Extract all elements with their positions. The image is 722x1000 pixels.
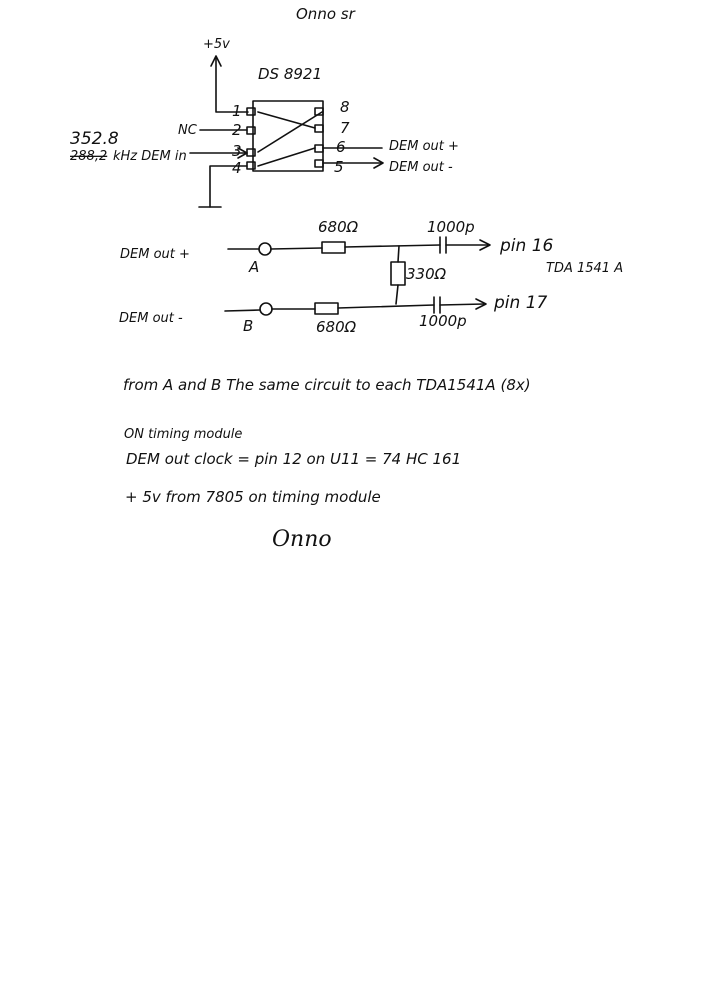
bottom-rail-in bbox=[225, 310, 260, 311]
capacitor-bottom-label: 1000p bbox=[419, 312, 467, 330]
filter-in-minus-label: DEM out - bbox=[119, 311, 183, 326]
node-a-circle bbox=[259, 243, 271, 255]
capacitor-bottom bbox=[434, 297, 440, 313]
resistor-top-label: 680Ω bbox=[318, 218, 359, 236]
pin-3-number: 3 bbox=[232, 142, 242, 160]
node-b-label: B bbox=[243, 317, 254, 335]
out-minus-label: DEM out - bbox=[389, 160, 453, 175]
chip-name: DS 8921 bbox=[258, 65, 323, 83]
pin-5-number: 5 bbox=[334, 158, 344, 176]
out-plus-label: DEM out + bbox=[389, 139, 459, 154]
filter-in-plus-label: DEM out + bbox=[120, 247, 190, 262]
chip-internal-line-3 bbox=[258, 148, 315, 166]
top-rail-1 bbox=[271, 248, 322, 249]
resistor-bottom bbox=[315, 303, 338, 314]
node-b-circle bbox=[260, 303, 272, 315]
node-a-label: A bbox=[249, 258, 260, 276]
pin-6-stub bbox=[315, 145, 323, 152]
top-rail-2 bbox=[345, 245, 440, 247]
signature: Onno bbox=[272, 527, 332, 552]
capacitor-top bbox=[440, 237, 446, 253]
note-line-2: ON timing module bbox=[124, 427, 243, 442]
bottom-rail-out bbox=[440, 304, 484, 305]
note-line-4: + 5v from 7805 on timing module bbox=[125, 488, 381, 506]
supply-label: +5v bbox=[203, 37, 230, 52]
note-line-1: from A and B The same circuit to each TDA1541A (8x) bbox=[123, 376, 531, 394]
pin-2-number: 2 bbox=[232, 121, 242, 139]
pin-1-number: 1 bbox=[232, 102, 242, 120]
freq-lower-label: 288,2 bbox=[70, 149, 108, 164]
freq-upper-label: 352.8 bbox=[70, 129, 119, 149]
resistor-bottom-label: 680Ω bbox=[316, 318, 357, 336]
input-label: kHz DEM in bbox=[113, 149, 187, 164]
shunt-wire-bottom bbox=[396, 285, 398, 304]
pin-5-stub bbox=[315, 160, 323, 167]
out-top-label: pin 16 bbox=[500, 236, 554, 256]
pin-7-number: 7 bbox=[340, 119, 350, 137]
pin-8-number: 8 bbox=[340, 98, 350, 116]
chip-internal-line-2 bbox=[258, 112, 322, 152]
out-bottom-label: pin 17 bbox=[494, 293, 548, 313]
resistor-top bbox=[322, 242, 345, 253]
shunt-wire-top bbox=[398, 246, 399, 262]
pin-6-number: 6 bbox=[336, 138, 346, 156]
capacitor-top-label: 1000p bbox=[427, 218, 475, 236]
chip-internal-line-1 bbox=[258, 112, 315, 128]
bottom-rail-2 bbox=[338, 305, 434, 308]
resistor-shunt-label: 330Ω bbox=[406, 265, 447, 283]
page-title: Onno sr bbox=[296, 5, 355, 23]
ic-label: TDA 1541 A bbox=[546, 261, 624, 276]
pin-4-number: 4 bbox=[232, 159, 242, 177]
resistor-shunt bbox=[391, 262, 405, 285]
nc-label: NC bbox=[178, 123, 197, 138]
pin-7-stub bbox=[315, 125, 323, 132]
chip-body bbox=[253, 101, 323, 171]
note-line-3: DEM out clock = pin 12 on U11 = 74 HC 161 bbox=[126, 450, 462, 468]
